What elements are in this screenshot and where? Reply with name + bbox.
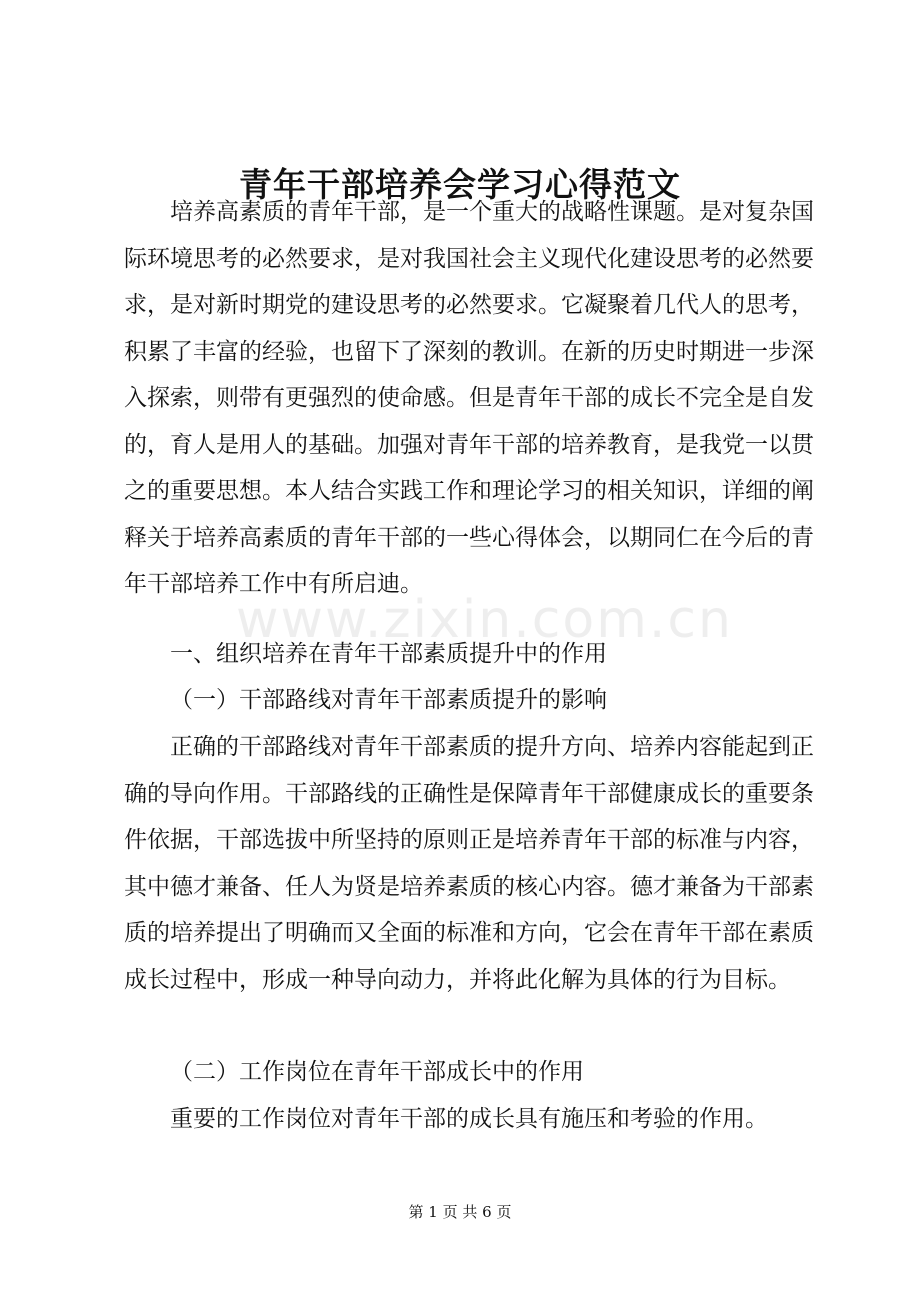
subsection-heading-1: （一）干部路线对青年干部素质提升的影响: [170, 687, 607, 713]
watermark: www.zixin.com.cn: [236, 590, 733, 650]
paragraph-cadre-line: 正确的干部路线对青年干部素质的提升方向、培养内容能起到正确的导向作用。干部路线的正确性是保障青年干部健康成长的重要条件依据，干部选拔中所坚持的原则正是培养青年干部的标准与内容，其中德才兼备、任人为贤是培养素质的核心内容。德才兼备为干部素质的培养提出了明确而又全面的标准和方向，它会在青年干部在素质成长过程中，形成一种导向动力，并将此化解为具体的行为目标。: [124, 734, 814, 993]
paragraph-work-post: 重要的工作岗位对青年干部的成长具有施压和考验的作用。: [170, 1106, 768, 1132]
document-title: 青年干部培养会学习心得范文: [239, 165, 681, 204]
page-footer: 第 1 页 共 6 页: [408, 1203, 512, 1221]
paragraph-intro: 培养高素质的青年干部，是一个重大的战略性课题。是对复杂国际环境思考的必然要求，是对我国社会主义现代化建设思考的必然要求，是对新时期党的建设思考的必然要求。它凝聚着几代人的思考，积累了丰富的经验，也留下了深刻的教训。在新的历史时期进一步深入探索，则带有更强烈的使命感。但是青年干部的成长不完全是自发的，育人是用人的基础。加强对青年干部的培养教育，是我党一以贯之的重要思想。本人结合实践工作和理论学习的相关知识，详细的阐释关于培养高素质的青年干部的一些心得体会，以期同仁在今后的青年干部培养工作中有所启迪。: [124, 199, 814, 597]
subsection-heading-2: （二）工作岗位在青年干部成长中的作用: [170, 1059, 584, 1085]
section-heading-1: 一、组织培养在青年干部素质提升中的作用: [170, 641, 607, 667]
